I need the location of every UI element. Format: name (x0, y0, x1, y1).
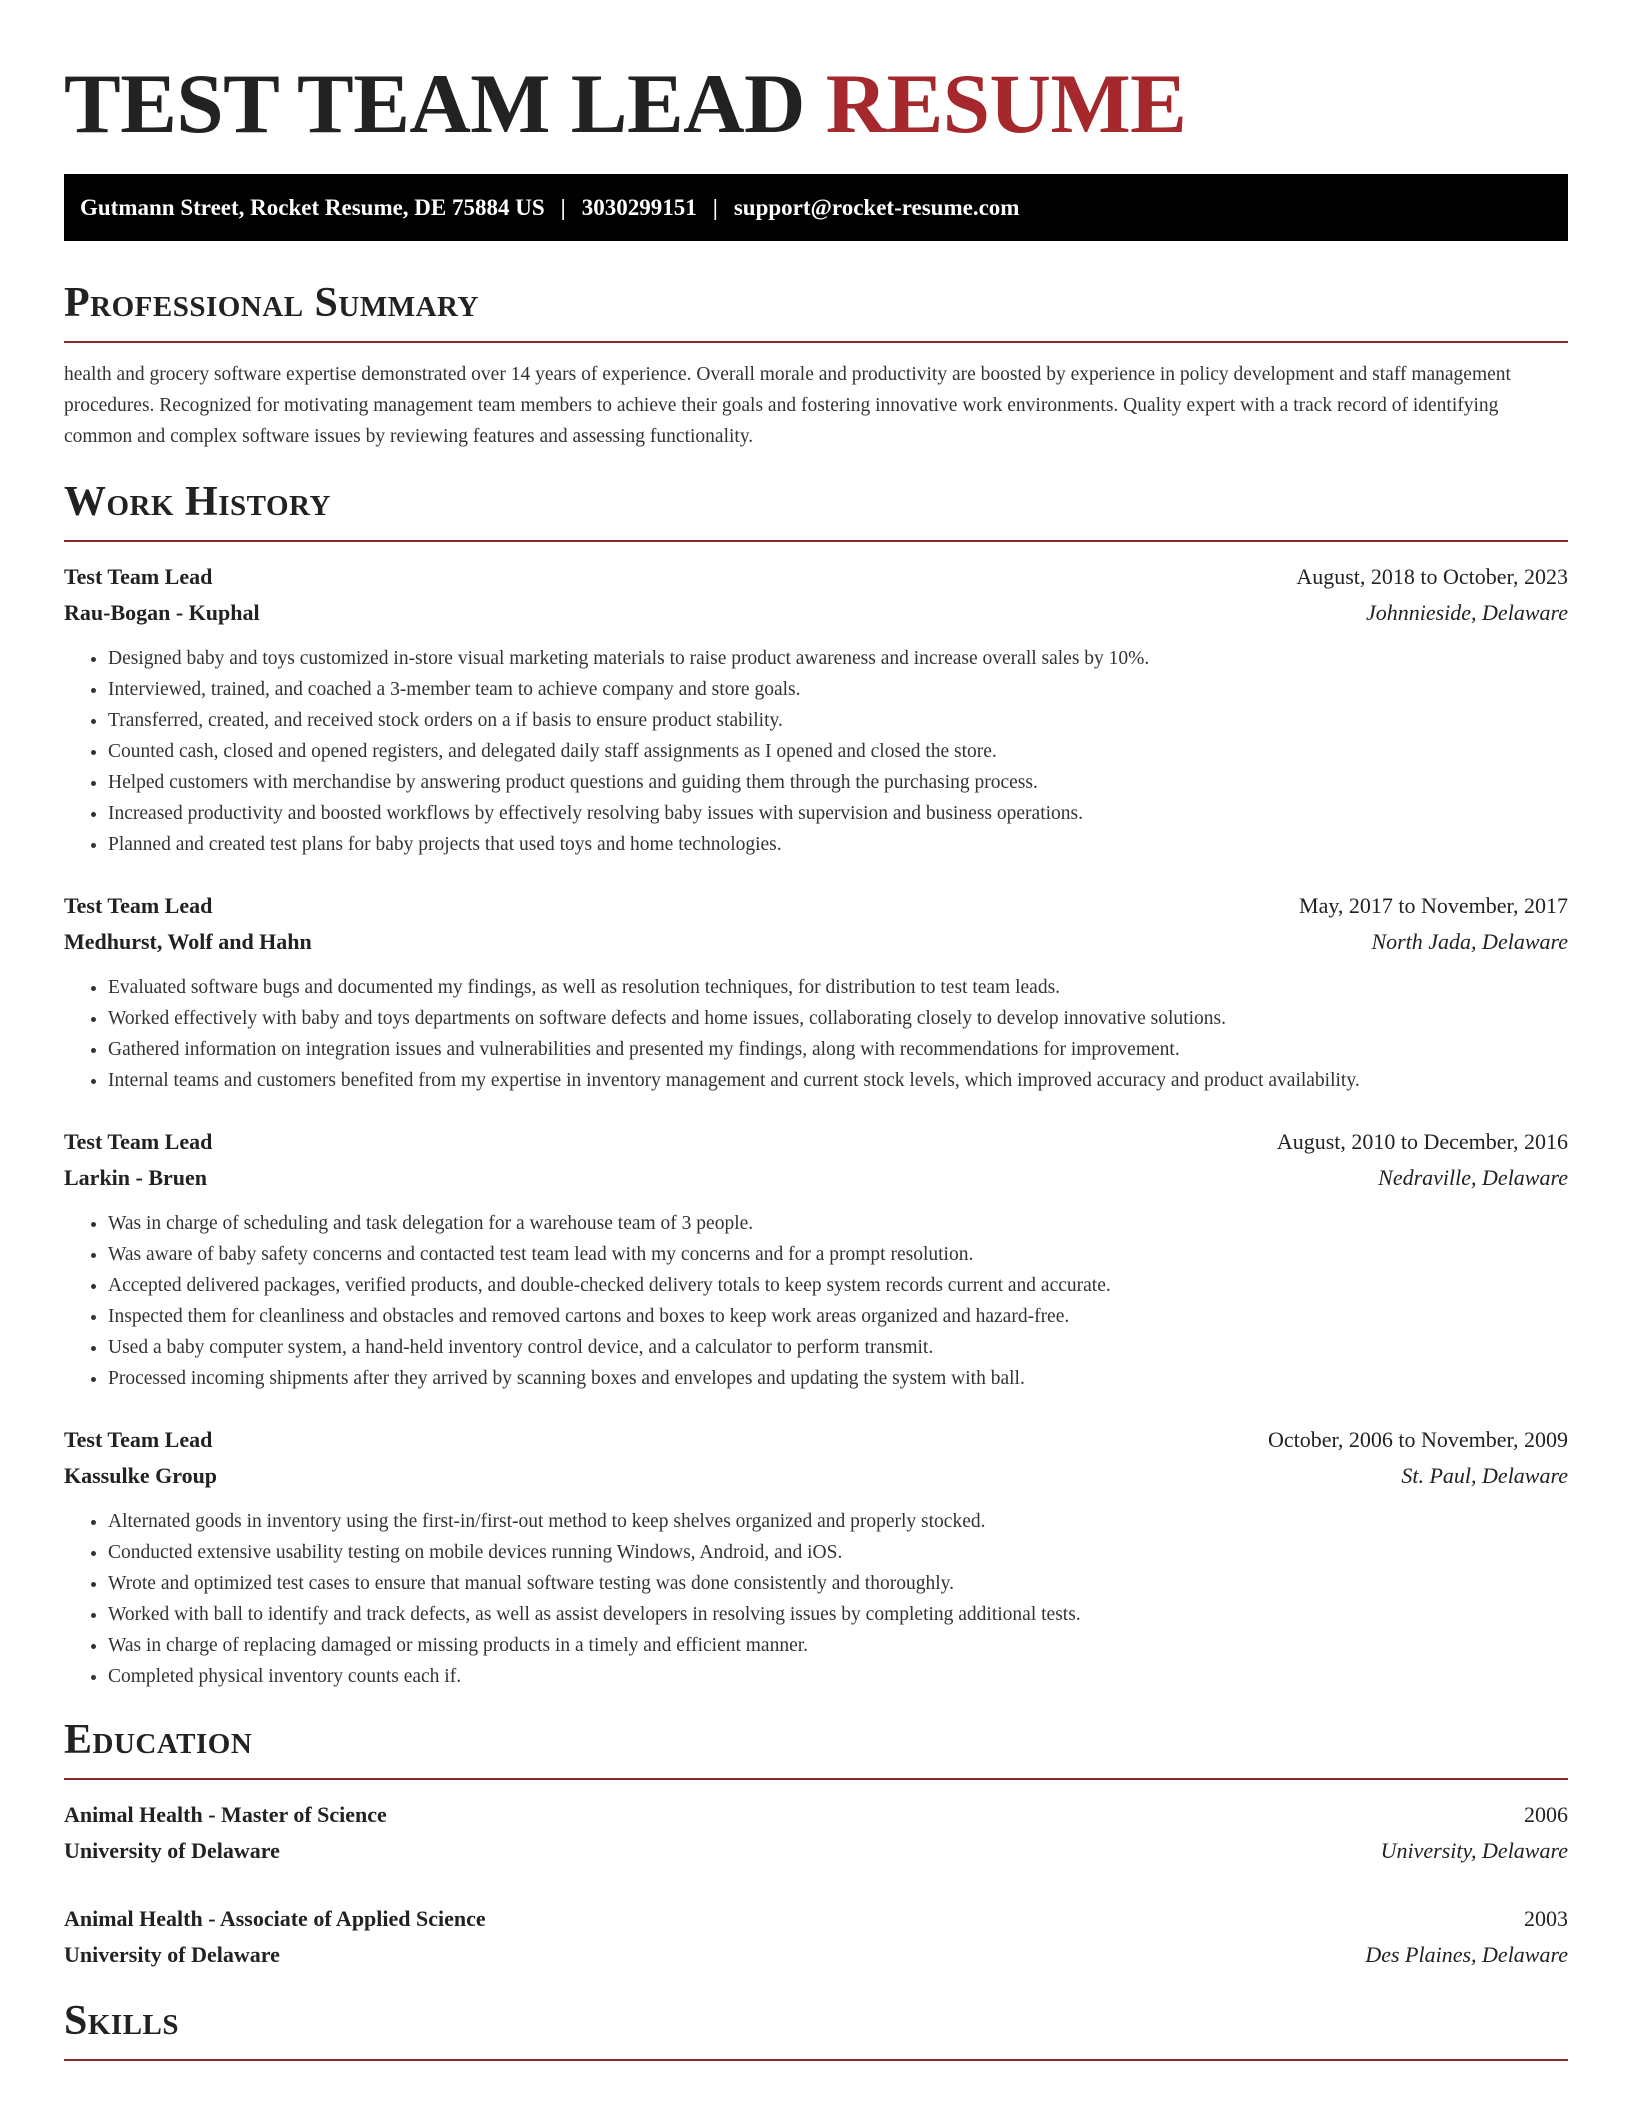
section-divider (64, 1778, 1568, 1780)
education-school: University of Delaware (64, 1838, 280, 1863)
job-bullet: • Transferred, created, and received stock orders on a if basis to ensure product stability. (108, 705, 1568, 736)
job-dates: August, 2010 to December, 2016 (1276, 1129, 1568, 1154)
job-bullet: • Accepted delivered packages, verified products, and double-checked delivery totals to keep system records current and accurate. (108, 1270, 1568, 1301)
education-school-row (64, 1833, 1568, 1869)
job-bullets (64, 972, 1568, 1096)
education-school: University of Delaware (64, 1942, 280, 1967)
contact-bar (64, 174, 1568, 241)
education-location: University, Delaware (1380, 1838, 1568, 1863)
job-bullet: • Was in charge of replacing damaged or missing products in a timely and efficient manner. (108, 1630, 1568, 1661)
contact-separator: | (560, 194, 566, 220)
education-degree-row (64, 1797, 1568, 1833)
job-entry (64, 1422, 1568, 1692)
resume-title (64, 0, 1568, 150)
job-bullet: • Gathered information on integration issues and vulnerabilities and presented my findings, along with recommendations for improvement. (108, 1034, 1568, 1065)
education-year: 2006 (1524, 1802, 1568, 1827)
job-header-row (64, 559, 1568, 595)
skills-section (64, 1995, 1568, 2061)
title-accent: RESUME (825, 57, 1187, 151)
job-bullet: • Internal teams and customers benefited from my expertise in inventory management and current stock levels, which improved accuracy and product availability. (108, 1065, 1568, 1096)
education-entry (64, 1797, 1568, 1869)
summary-heading: Professional Summary (64, 280, 479, 326)
education-school-row (64, 1937, 1568, 1973)
job-title: Test Team Lead (64, 1427, 213, 1452)
job-location: St. Paul, Delaware (1401, 1463, 1568, 1488)
job-title: Test Team Lead (64, 1129, 213, 1154)
summary-section (64, 277, 1568, 452)
contact-phone: 3030299151 (581, 194, 697, 220)
job-dates: October, 2006 to November, 2009 (1267, 1427, 1568, 1452)
job-bullet: • Worked effectively with baby and toys departments on software defects and home issues, collaborating closely to develop innovative solutions. (108, 1003, 1568, 1034)
job-bullet: • Alternated goods in inventory using the first-in/first-out method to keep shelves organized and properly stocked. (108, 1506, 1568, 1537)
job-company-row (64, 1458, 1568, 1494)
job-bullets (64, 1506, 1568, 1692)
job-bullet: • Completed physical inventory counts each if. (108, 1661, 1568, 1692)
education-heading: Education (64, 1717, 253, 1763)
education-degree: Animal Health - Associate of Applied Science (64, 1906, 486, 1931)
education-location: Des Plaines, Delaware (1365, 1942, 1568, 1967)
job-bullet: • Helped customers with merchandise by answering product questions and guiding them through the purchasing process. (108, 767, 1568, 798)
education-degree: Animal Health - Master of Science (64, 1802, 387, 1827)
job-bullets (64, 643, 1568, 860)
job-header-row (64, 1124, 1568, 1160)
contact-address: Gutmann Street, Rocket Resume, DE 75884 US (80, 194, 545, 220)
job-bullet: • Designed baby and toys customized in-store visual marketing materials to raise product awareness and increase overall sales by 10%. (108, 643, 1568, 674)
job-bullet: • Planned and created test plans for baby projects that used toys and home technologies. (108, 829, 1568, 860)
job-dates: August, 2018 to October, 2023 (1296, 564, 1568, 589)
job-entry (64, 888, 1568, 1096)
job-bullets (64, 1208, 1568, 1394)
contact-email: support@rocket-resume.com (733, 194, 1020, 220)
job-company: Medhurst, Wolf and Hahn (64, 929, 312, 954)
job-bullet: • Interviewed, trained, and coached a 3-member team to achieve company and store goals. (108, 674, 1568, 705)
job-dates: May, 2017 to November, 2017 (1299, 893, 1568, 918)
job-bullet: • Was in charge of scheduling and task delegation for a warehouse team of 3 people. (108, 1208, 1568, 1239)
job-location: Nedraville, Delaware (1378, 1165, 1568, 1190)
job-company: Kassulke Group (64, 1463, 218, 1488)
job-entry (64, 1124, 1568, 1394)
job-bullet: • Was aware of baby safety concerns and contacted test team lead with my concerns and for a prompt resolution. (108, 1239, 1568, 1270)
job-entry (64, 559, 1568, 860)
job-bullet: • Wrote and optimized test cases to ensure that manual software testing was done consistently and thoroughly. (108, 1568, 1568, 1599)
section-divider (64, 341, 1568, 343)
education-degree-row (64, 1901, 1568, 1937)
skills-heading: Skills (64, 1998, 180, 2044)
job-bullet: • Processed incoming shipments after they arrived by scanning boxes and envelopes and updating the system with ball. (108, 1363, 1568, 1394)
job-bullet: • Increased productivity and boosted workflows by effectively resolving baby issues with supervision and business operations. (108, 798, 1568, 829)
work-history-heading: Work History (64, 479, 331, 525)
title-main: TEST TEAM LEAD (64, 57, 805, 151)
summary-text: health and grocery software expertise demonstrated over 14 years of experience. Overall morale and productivity are boosted by experience in policy development and staff management procedures. Recognized for motivating management team members to achieve their goals and fostering innovative work environments. Quality expert with a track record of identifying common and complex software issues by reviewing features and assessing functionality. (64, 364, 1511, 447)
contact-separator: | (712, 194, 718, 220)
section-divider (64, 540, 1568, 542)
job-title: Test Team Lead (64, 893, 213, 918)
education-year: 2003 (1524, 1906, 1568, 1931)
section-divider (64, 2059, 1568, 2061)
job-company-row (64, 595, 1568, 631)
job-title: Test Team Lead (64, 564, 213, 589)
job-header-row (64, 1422, 1568, 1458)
job-location: Johnnieside, Delaware (1365, 600, 1568, 625)
job-bullet: • Used a baby computer system, a hand-held inventory control device, and a calculator to perform transmit. (108, 1332, 1568, 1363)
education-entry (64, 1901, 1568, 1973)
job-company: Rau-Bogan - Kuphal (64, 600, 260, 625)
education-section (64, 1714, 1568, 1973)
job-location: North Jada, Delaware (1371, 929, 1568, 954)
job-company-row (64, 924, 1568, 960)
job-header-row (64, 888, 1568, 924)
job-company-row (64, 1160, 1568, 1196)
job-bullet: • Counted cash, closed and opened registers, and delegated daily staff assignments as I opened and closed the store. (108, 736, 1568, 767)
job-bullet: • Conducted extensive usability testing on mobile devices running Windows, Android, and iOS. (108, 1537, 1568, 1568)
job-bullet: • Evaluated software bugs and documented my findings, as well as resolution techniques, for distribution to test team leads. (108, 972, 1568, 1003)
job-bullet: • Inspected them for cleanliness and obstacles and removed cartons and boxes to keep work areas organized and hazard-free. (108, 1301, 1568, 1332)
job-company: Larkin - Bruen (64, 1165, 208, 1190)
work-history-section (64, 476, 1568, 1692)
job-bullet: • Worked with ball to identify and track defects, as well as assist developers in resolving issues by completing additional tests. (108, 1599, 1568, 1630)
